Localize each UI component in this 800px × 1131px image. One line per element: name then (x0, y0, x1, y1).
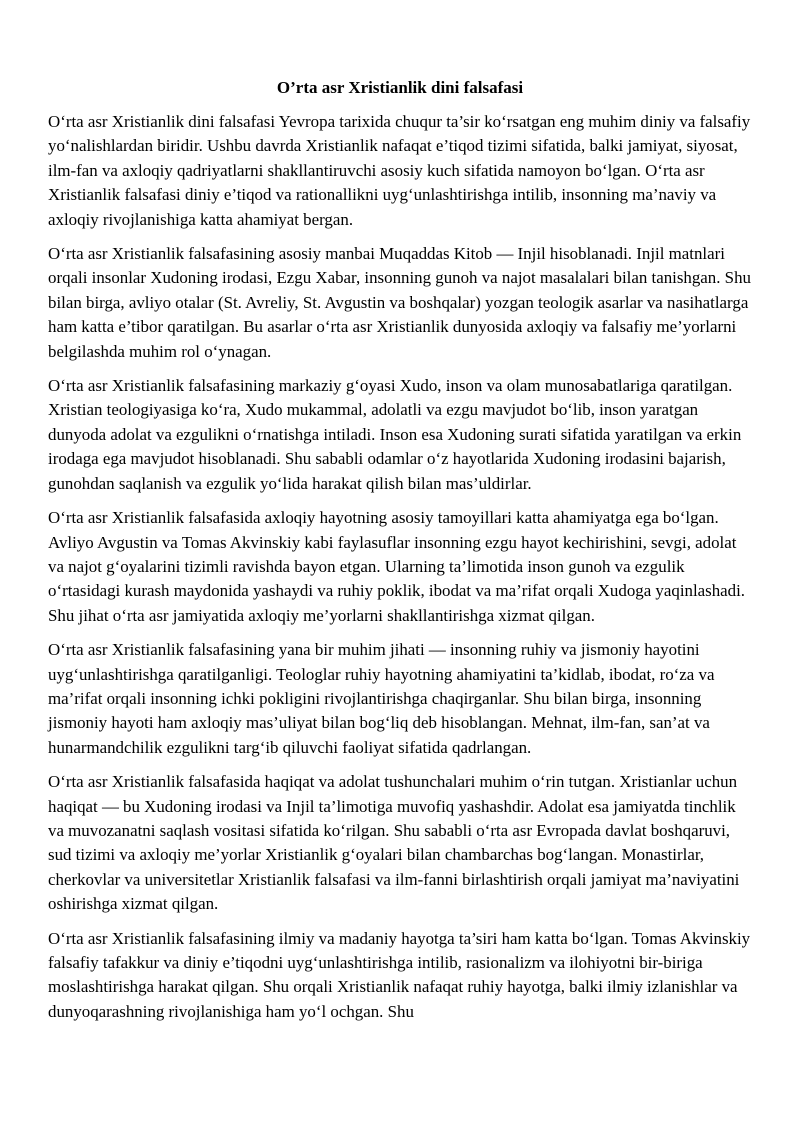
paragraph-1: O‘rta asr Xristianlik dini falsafasi Yevropa tarixida chuqur ta’sir ko‘rsatgan eng muhim diniy va falsafiy yo‘nalishlardan biridir. Ushbu davrda Xristianlik nafaqat e’tiqod tizimi sifatida, balki jamiyat, siyosat, ilm-fan va axloqiy qadriyatlarni shakllantiruvchi asosiy kuch sifatida namoyon bo‘lgan. O‘rta asr Xristianlik falsafasi diniy e’tiqod va rationallikni uyg‘unlashtirishga intilib, insonning ma’naviy va axloqiy rivojlanishiga katta ahamiyat bergan. (48, 112, 751, 229)
paragraph-3: O‘rta asr Xristianlik falsafasining markaziy g‘oyasi Xudo, inson va olam munosabatlariga qaratilgan. Xristian teologiyasiga ko‘ra, Xudo mukammal, adolatli va ezgu mavjudot bo‘lib, inson yaratgan dunyoda adolat va ezgulikni o‘rnatishga intiladi. Inson esa Xudoning surati sifatida yaratilgan va erkin irodaga ega mavjudot hisoblanadi. Shu sababli odamlar o‘z hayotlarida Xudoning irodasini bajarish, gunohdan saqlanish va ezgulik yo‘lida harakat qilish bilan mas’uldirlar. (48, 376, 742, 493)
paragraph-4: O‘rta asr Xristianlik falsafasida axloqiy hayotning asosiy tamoyillari katta ahamiyatga ega bo‘lgan. Avliyo Avgustin va Tomas Akvinskiy kabi faylasuflar insonning ezgu hayot kechirishini, sevgi, adolat va najot g‘oyalarini tizimli ravishda bayon etgan. Ularning ta’limotida inson gunoh va ezgulik o‘rtasidagi kurash maydonida yashaydi va ruhiy poklik, ibodat va ma’rifat orqali Xudoga yaqinlashadi. Shu jihat o‘rta asr jamiyatida axloqiy me’yorlarni shakllantirishga xizmat qilgan. (48, 508, 746, 625)
paragraph-6: O‘rta asr Xristianlik falsafasida haqiqat va adolat tushunchalari muhim o‘rin tutgan. Xristianlar uchun haqiqat — bu Xudoning irodasi va Injil ta’limotiga muvofiq yashashdir. Adolat esa jamiyatda tinchlik va muvozanatni saqlash vositasi sifatida ko‘rilgan. Shu sababli o‘rta asr Evropada davlat boshqaruvi, sud tizimi va axloqiy me’yorlar Xristianlik g‘oyalari bilan chambarchas bog‘langan. Monastirlar, cherkovlar va universitetlar Xristianlik falsafasi va ilm-fanni birlashtirish orqali jamiyat ma’naviyatini oshirishga xizmat qilgan. (48, 772, 740, 914)
document-title: O’rta asr Xristianlik dini falsafasi (276, 78, 524, 97)
paragraph-5: O‘rta asr Xristianlik falsafasining yana bir muhim jihati — insonning ruhiy va jismoniy hayotini uyg‘unlashtirishga qaratilganligi. Teologlar ruhiy hayotning ahamiyatini ta’kidlab, ibodat, ro‘za va ma’rifat orqali insonning ichki pokligini rivojlantirishga chaqirganlar. Shu bilan birga, insonning jismoniy hayoti ham axloqiy mas’uliyat bilan bog‘liq deb hisoblangan. Mehnat, ilm-fan, san’at va hunarmandchilik ezgulikni targ‘ib qiluvchi faoliyat sifatida qadrlangan. (48, 640, 715, 757)
paragraph-2: O‘rta asr Xristianlik falsafasining asosiy manbai Muqaddas Kitob — Injil hisoblanadi. Injil matnlari orqali insonlar Xudoning irodasi, Ezgu Xabar, insonning gunoh va najot masalalari bilan tanishgan. Shu bilan birga, avliyo otalar (St. Avreliy, St. Avgustin va boshqalar) yozgan teologik asarlar va nasihatlarga ham katta e’tibor qaratilgan. Bu asarlar o‘rta asr Xristianlik dunyosida axloqiy va falsafiy me’yorlarni belgilashda muhim rol o‘ynagan. (48, 244, 751, 361)
paragraph-7: O‘rta asr Xristianlik falsafasining ilmiy va madaniy hayotga ta’siri ham katta bo‘lgan. Tomas Akvinskiy falsafiy tafakkur va diniy e’tiqodni uyg‘unlashtirishga intilib, rasionalizm va ilohiyotni bir-biriga moslashtirishga harakat qilgan. Shu orqali Xristianlik nafaqat ruhiy hayotga, balki ilmiy izlanishlar va dunyoqarashning rivojlanishiga ham yo‘l ochgan. Shu (48, 928, 751, 1021)
